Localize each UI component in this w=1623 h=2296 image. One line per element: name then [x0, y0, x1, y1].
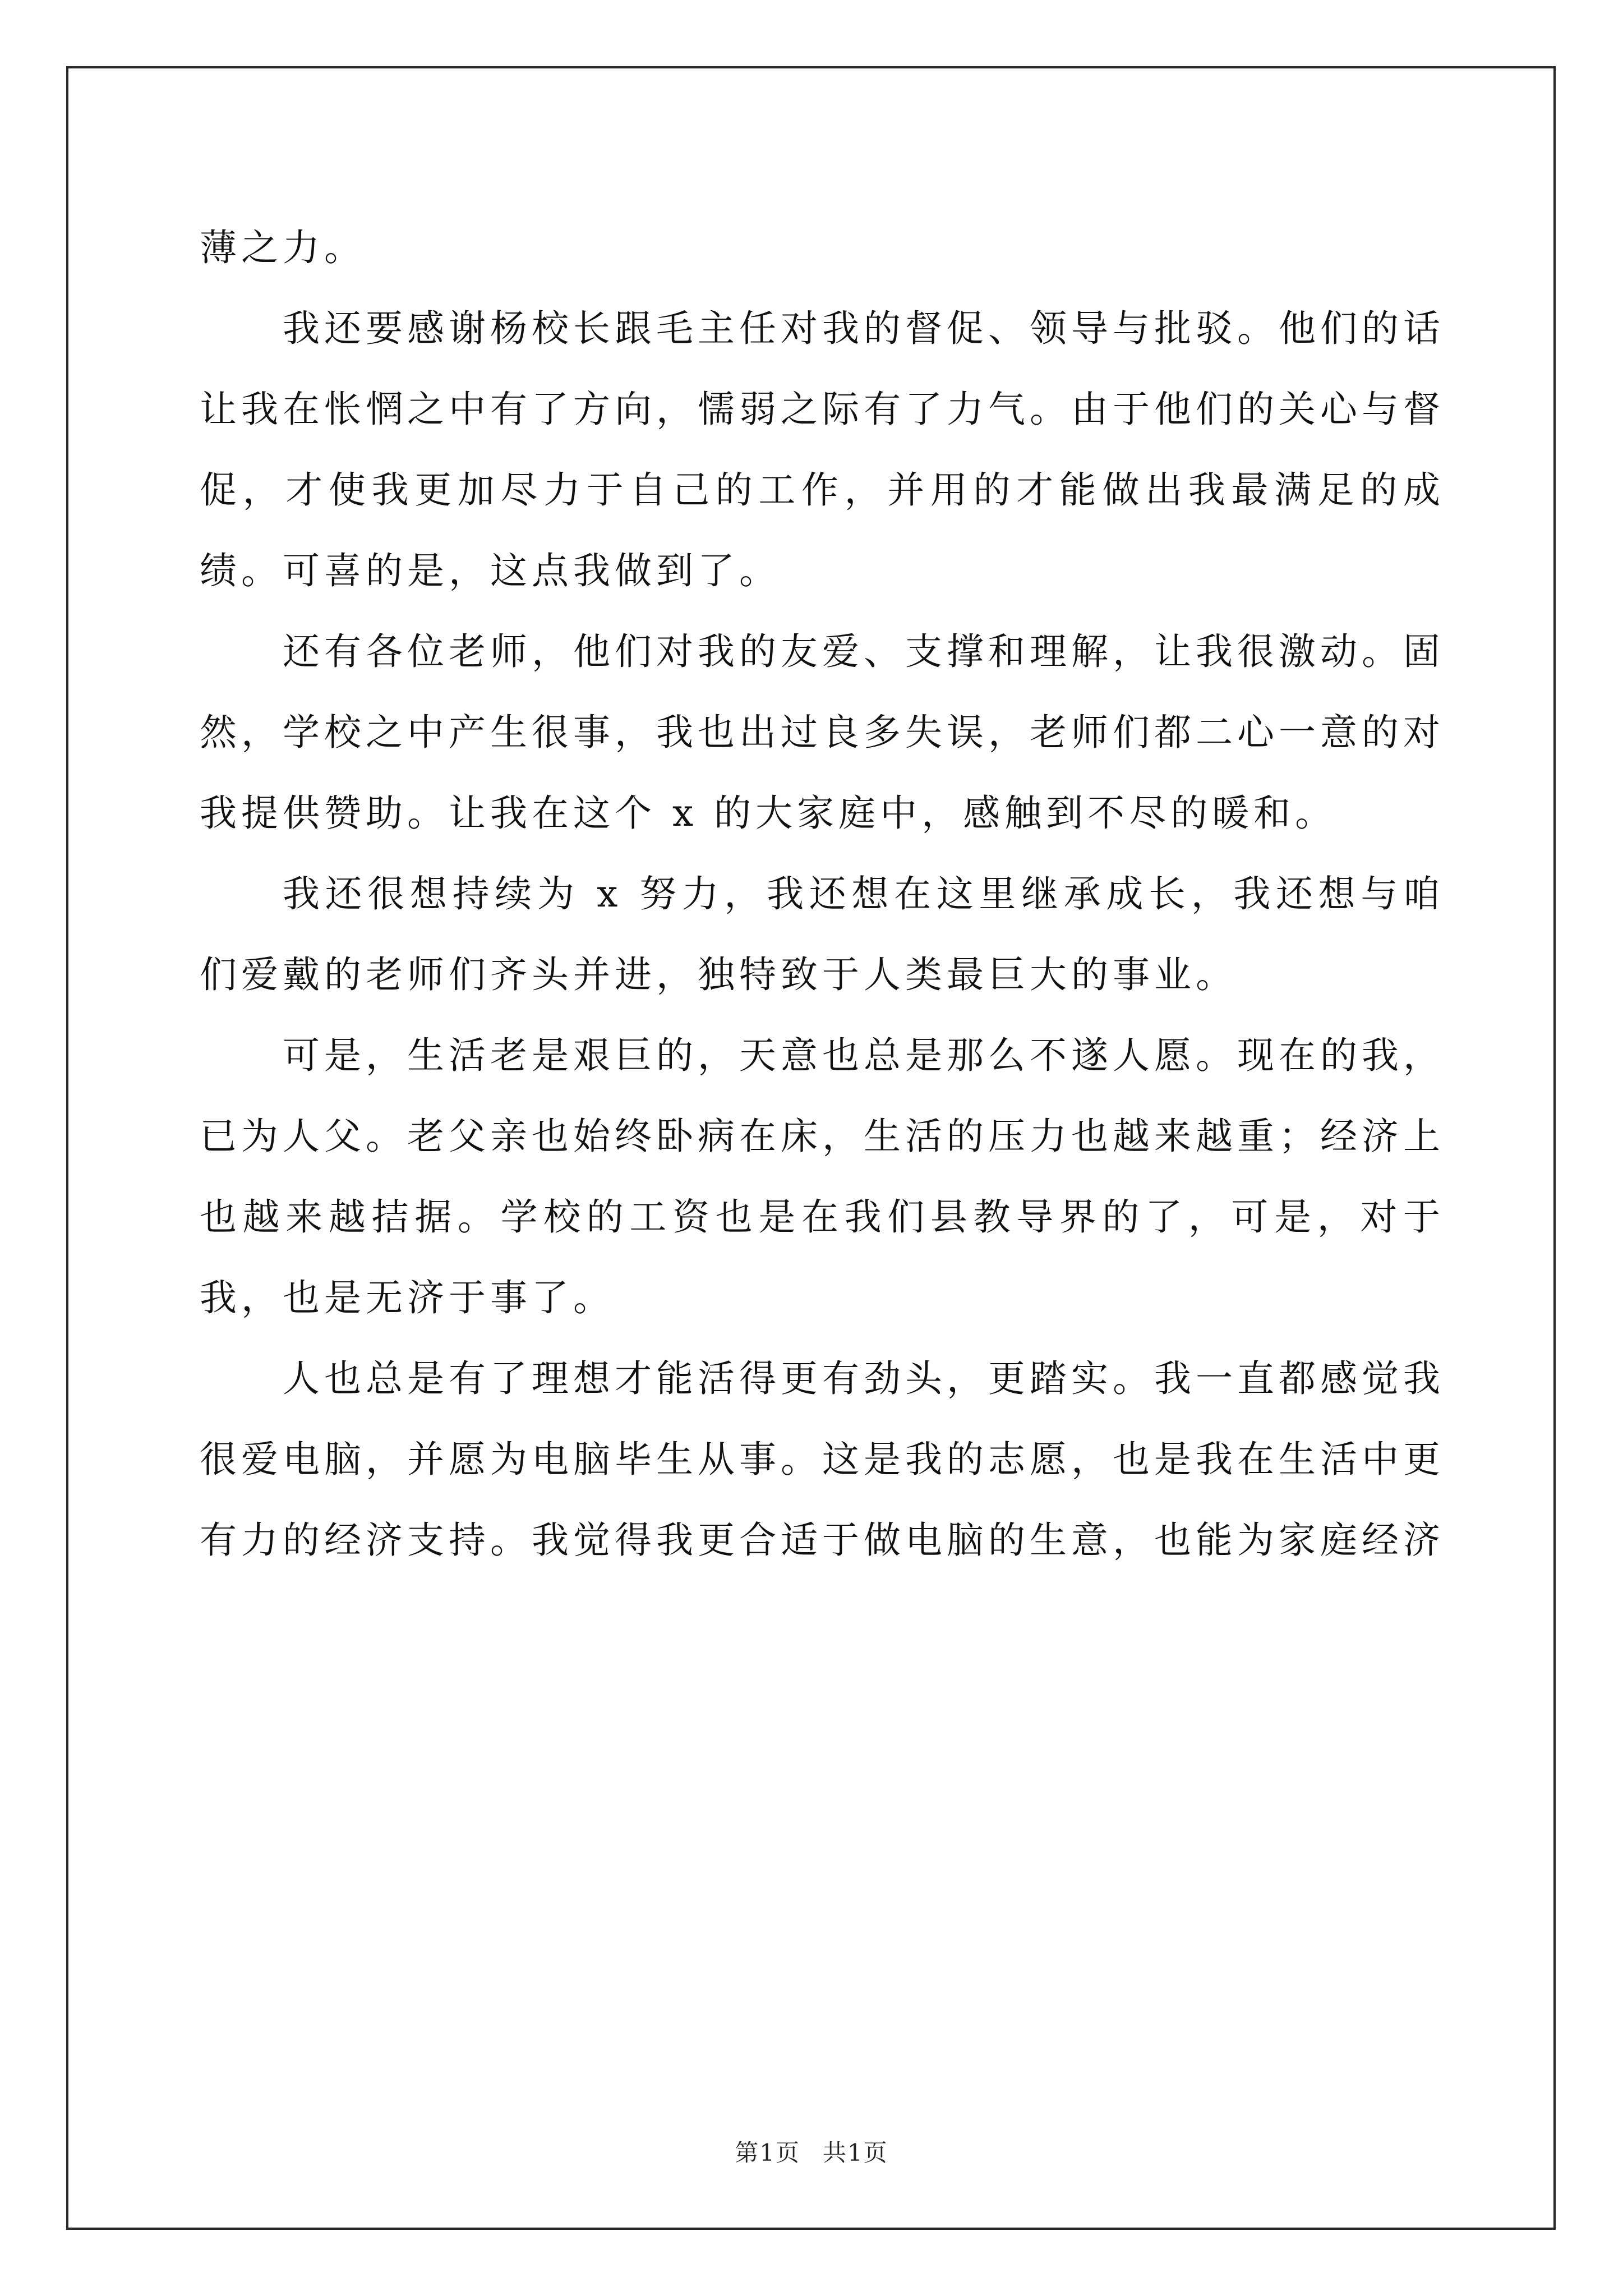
page-total: 共1页 [823, 2139, 888, 2166]
paragraph-4: 我还很想持续为 x 努力，我还想在这里继承成长，我还想与咱们爱戴的老师们齐头并进，独特致于人类最巨大的事业。 [200, 872, 1445, 996]
paragraph-5: 可是，生活老是艰巨的，天意也总是那么不遂人愿。现在的我，已为人父。老父亲也始终卧病在床，生活的压力也越来越重；经济上也越来越拮据。学校的工资也是在我们县教导界的了，可是，对于我，也是无济于事了。 [200, 1034, 1445, 1319]
paragraph-1: 薄之力。 [200, 226, 366, 269]
paragraph-6: 人也总是有了理想才能活得更有劲头，更踏实。我一直都感觉我很爱电脑，并愿为电脑毕生从事。这是我的志愿，也是我在生活中更有力的经济支持。我觉得我更合适于做电脑的生意，也能为家庭经济 [200, 1357, 1445, 1562]
paragraph-2: 我还要感谢杨校长跟毛主任对我的督促、领导与批驳。他们的话让我在怅惘之中有了方向，懦弱之际有了力气。由于他们的关心与督促，才使我更加尽力于自己的工作，并用的才能做出我最满足的成绩。可喜的是，这点我做到了。 [200, 307, 1445, 592]
document-body [200, 208, 1445, 1581]
paragraph-3: 还有各位老师，他们对我的友爱、支撑和理解，让我很激动。固然，学校之中产生很事，我也出过良多失误，老师们都二心一意的对我提供赞助。让我在这个 x 的大家庭中，感触到不尽的暖和。 [200, 630, 1445, 835]
page-footer [0, 2137, 1623, 2169]
page-number: 第1页 [735, 2139, 800, 2166]
